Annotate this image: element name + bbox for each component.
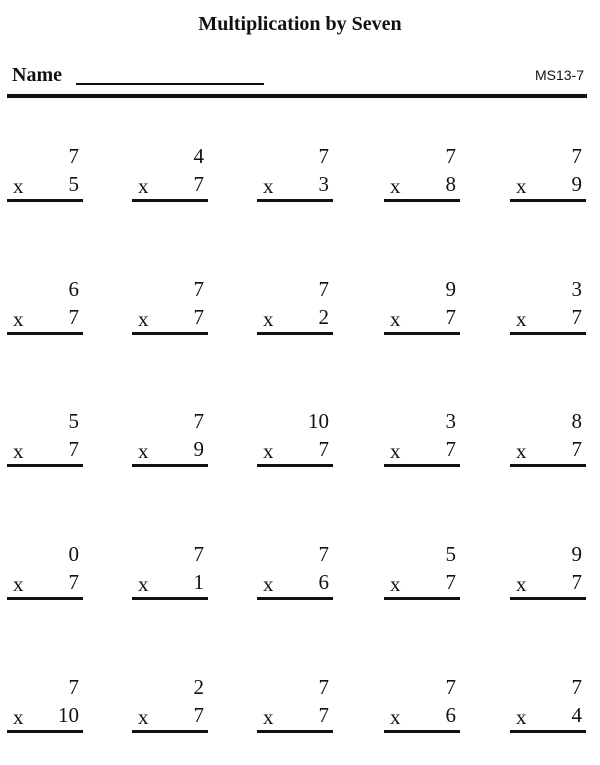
multiplier: 7 — [318, 703, 329, 727]
answer-line — [132, 730, 208, 733]
problem-r3-c1 — [7, 409, 83, 473]
problem-r5-c2 — [132, 675, 208, 739]
times-sign: x — [13, 174, 24, 198]
problem-r4-c2 — [132, 542, 208, 606]
multiplier: 7 — [571, 305, 582, 329]
multiplier: 7 — [68, 305, 79, 329]
times-sign: x — [516, 439, 527, 463]
answer-line — [384, 332, 460, 335]
times-sign: x — [390, 572, 401, 596]
times-sign: x — [263, 174, 274, 198]
times-sign: x — [13, 307, 24, 331]
problem-r4-c5 — [510, 542, 586, 606]
multiplier: 10 — [58, 703, 79, 727]
multiplier: 4 — [571, 703, 582, 727]
multiplicand: 7 — [571, 675, 582, 699]
times-sign: x — [263, 439, 274, 463]
multiplicand: 7 — [68, 144, 79, 168]
answer-line — [384, 597, 460, 600]
multiplier: 7 — [571, 437, 582, 461]
problem-r1-c1 — [7, 144, 83, 208]
problem-r1-c4 — [384, 144, 460, 208]
worksheet-code: MS13-7 — [534, 67, 584, 83]
answer-line — [384, 730, 460, 733]
multiplier: 7 — [68, 437, 79, 461]
problem-r3-c3 — [257, 409, 333, 473]
answer-line — [384, 199, 460, 202]
answer-line — [132, 199, 208, 202]
answer-line — [510, 464, 586, 467]
answer-line — [132, 464, 208, 467]
multiplicand: 7 — [193, 277, 204, 301]
multiplicand: 8 — [571, 409, 582, 433]
multiplicand: 9 — [571, 542, 582, 566]
problem-r3-c4 — [384, 409, 460, 473]
multiplicand: 7 — [193, 542, 204, 566]
times-sign: x — [138, 307, 149, 331]
answer-line — [7, 464, 83, 467]
problem-r5-c3 — [257, 675, 333, 739]
multiplier: 5 — [68, 172, 79, 196]
problem-r3-c5 — [510, 409, 586, 473]
multiplicand: 7 — [318, 675, 329, 699]
problem-r4-c3 — [257, 542, 333, 606]
answer-line — [7, 199, 83, 202]
times-sign: x — [390, 439, 401, 463]
problem-r3-c2 — [132, 409, 208, 473]
times-sign: x — [263, 572, 274, 596]
multiplicand: 0 — [68, 542, 79, 566]
multiplicand: 7 — [193, 409, 204, 433]
multiplier: 7 — [445, 570, 456, 594]
times-sign: x — [263, 307, 274, 331]
times-sign: x — [138, 439, 149, 463]
answer-line — [7, 332, 83, 335]
answer-line — [510, 199, 586, 202]
multiplicand: 7 — [445, 675, 456, 699]
problem-r5-c5 — [510, 675, 586, 739]
answer-line — [257, 199, 333, 202]
answer-line — [510, 597, 586, 600]
multiplicand: 5 — [445, 542, 456, 566]
multiplicand: 7 — [571, 144, 582, 168]
answer-line — [257, 464, 333, 467]
problem-r4-c4 — [384, 542, 460, 606]
multiplier: 7 — [193, 305, 204, 329]
answer-line — [132, 597, 208, 600]
multiplicand: 7 — [318, 277, 329, 301]
multiplier: 7 — [445, 437, 456, 461]
times-sign: x — [13, 705, 24, 729]
answer-line — [257, 332, 333, 335]
answer-line — [510, 730, 586, 733]
problem-r2-c1 — [7, 277, 83, 341]
answer-line — [384, 464, 460, 467]
multiplier: 3 — [318, 172, 329, 196]
multiplicand: 7 — [445, 144, 456, 168]
times-sign: x — [13, 572, 24, 596]
times-sign: x — [138, 572, 149, 596]
multiplicand: 7 — [318, 144, 329, 168]
multiplier: 7 — [68, 570, 79, 594]
times-sign: x — [390, 174, 401, 198]
answer-line — [132, 332, 208, 335]
multiplicand: 2 — [193, 675, 204, 699]
multiplier: 2 — [318, 305, 329, 329]
multiplicand: 10 — [308, 409, 329, 433]
times-sign: x — [516, 572, 527, 596]
times-sign: x — [516, 174, 527, 198]
multiplicand: 3 — [571, 277, 582, 301]
times-sign: x — [13, 439, 24, 463]
answer-line — [7, 597, 83, 600]
problem-r1-c3 — [257, 144, 333, 208]
problem-r4-c1 — [7, 542, 83, 606]
multiplicand: 9 — [445, 277, 456, 301]
multiplier: 7 — [193, 703, 204, 727]
problem-r2-c4 — [384, 277, 460, 341]
answer-line — [510, 332, 586, 335]
multiplicand: 5 — [68, 409, 79, 433]
answer-line — [7, 730, 83, 733]
problem-r2-c2 — [132, 277, 208, 341]
times-sign: x — [138, 174, 149, 198]
name-label: Name — [12, 64, 62, 86]
multiplier: 7 — [193, 172, 204, 196]
problem-r2-c3 — [257, 277, 333, 341]
times-sign: x — [263, 705, 274, 729]
answer-line — [257, 730, 333, 733]
multiplier: 7 — [445, 305, 456, 329]
multiplicand: 4 — [193, 144, 204, 168]
multiplicand: 7 — [68, 675, 79, 699]
problem-r1-c5 — [510, 144, 586, 208]
problem-r5-c1 — [7, 675, 83, 739]
times-sign: x — [516, 307, 527, 331]
problem-r5-c4 — [384, 675, 460, 739]
multiplier: 8 — [445, 172, 456, 196]
multiplier: 6 — [445, 703, 456, 727]
multiplier: 1 — [193, 570, 204, 594]
multiplier: 9 — [193, 437, 204, 461]
times-sign: x — [390, 307, 401, 331]
times-sign: x — [516, 705, 527, 729]
answer-line — [257, 597, 333, 600]
problem-r2-c5 — [510, 277, 586, 341]
multiplier: 9 — [571, 172, 582, 196]
multiplier: 7 — [318, 437, 329, 461]
multiplier: 6 — [318, 570, 329, 594]
problem-r1-c2 — [132, 144, 208, 208]
times-sign: x — [138, 705, 149, 729]
multiplicand: 3 — [445, 409, 456, 433]
multiplicand: 7 — [318, 542, 329, 566]
times-sign: x — [390, 705, 401, 729]
worksheet-title: Multiplication by Seven — [198, 13, 402, 35]
multiplicand: 6 — [68, 277, 79, 301]
multiplier: 7 — [571, 570, 582, 594]
